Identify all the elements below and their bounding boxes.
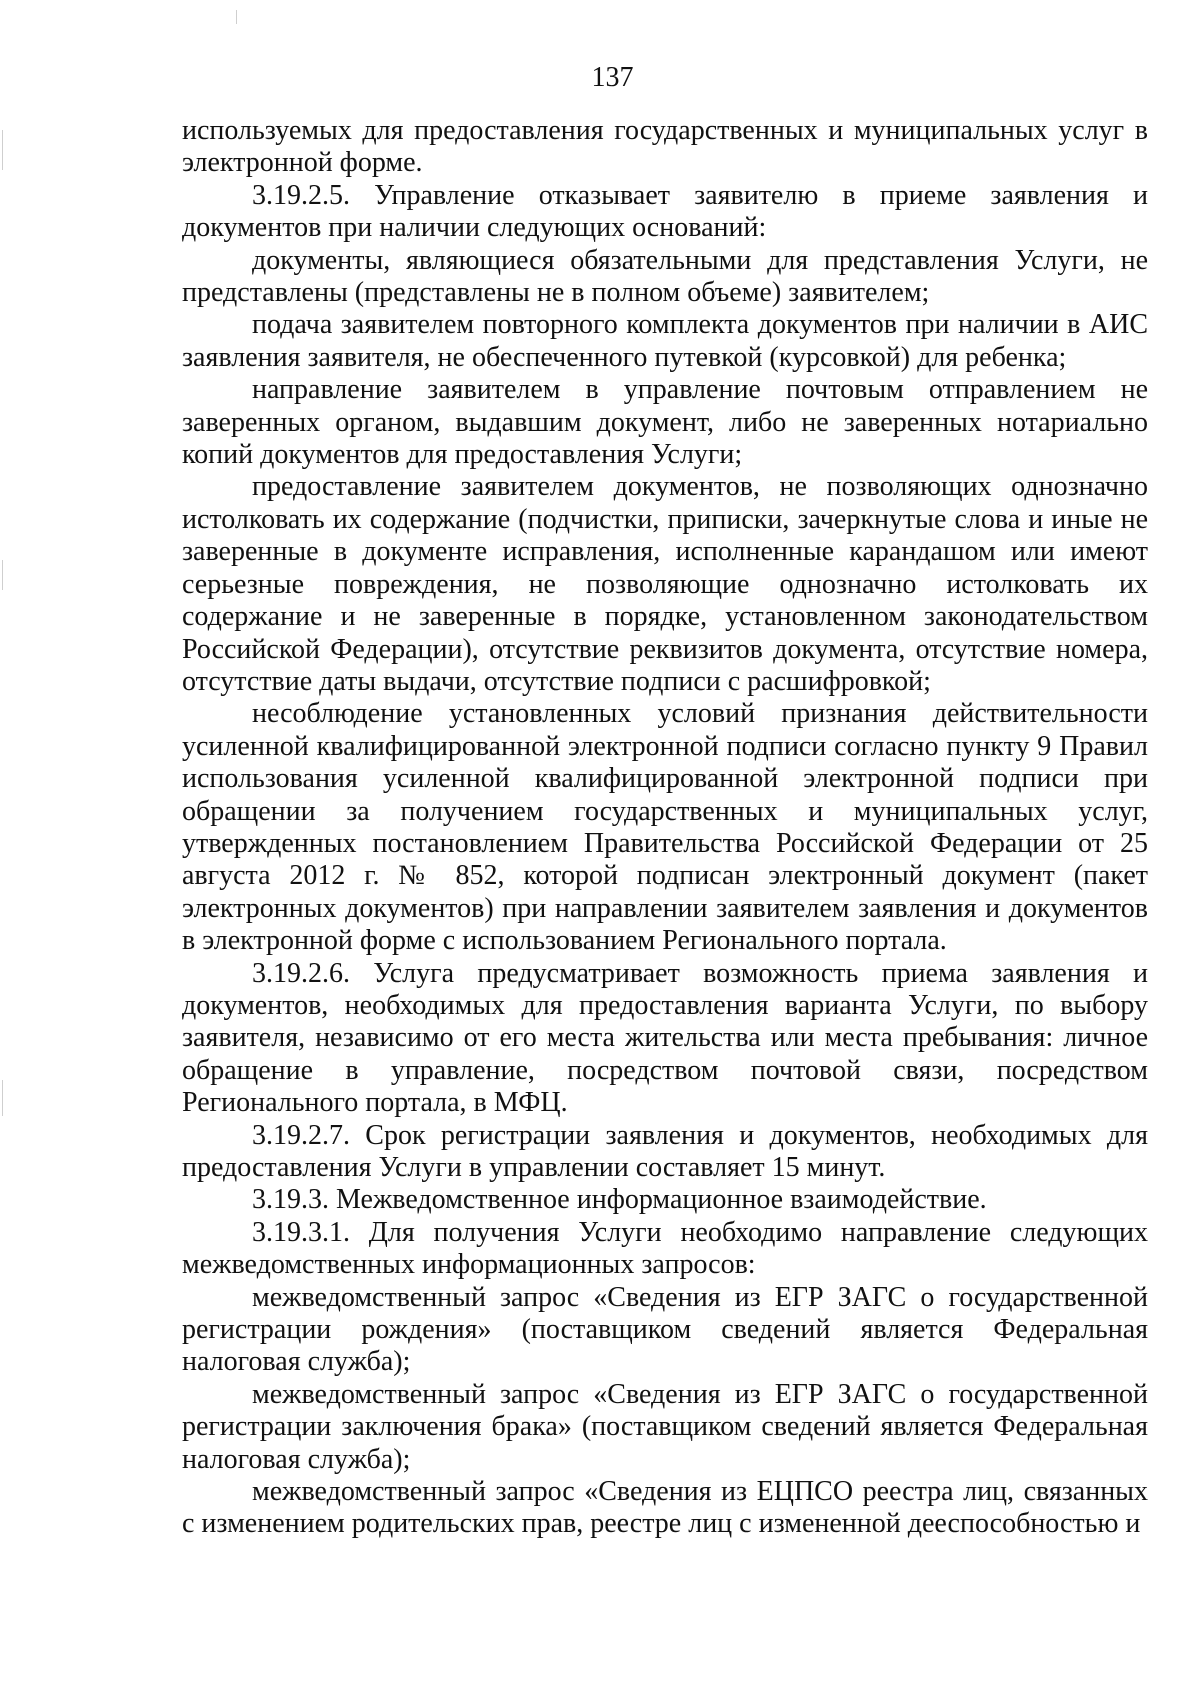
paragraph: 3.19.2.6. Услуга предусматривает возможность приема заявления и документов, необходимых для предоставления варианта Услуги, по выбору заявителя, независимо от его места жительства или места пребывания: личное обращение в управление, посредством почтовой связи, посредством Регионального портала, в МФЦ. (182, 957, 1148, 1119)
scan-mark (2, 130, 3, 170)
document-body (182, 115, 1148, 1541)
paragraph: направление заявителем в управление почтовым отправлением не заверенных органом, выдавшим документ, либо не заверенных нотариально копий документов для предоставления Услуги; (182, 374, 1148, 471)
paragraph: используемых для предоставления государственных и муниципальных услуг в электронной форме. (182, 115, 1148, 179)
paragraph: 3.19.2.7. Срок регистрации заявления и документов, необходимых для предоставления Услуги в управлении составляет 15 минут. (182, 1119, 1148, 1183)
scan-mark (236, 10, 237, 24)
paragraph: межведомственный запрос «Сведения из ЕГР ЗАГС о государственной регистрации заключения брака» (поставщиком сведений является Федеральная налоговая служба); (182, 1378, 1148, 1475)
paragraph: предоставление заявителем документов, не позволяющих однозначно истолковать их содержание (подчистки, приписки, зачеркнутые слова и иные не заверенные в документе исправления, исполненные карандашом или имеют серьезные повреждения, не позволяющие однозначно истолковать их содержание и не заверенные в порядке, установленном законодательством Российской Федерации), отсутствие реквизитов документа, отсутствие номера, отсутствие даты выдачи, отсутствие подписи с расшифровкой; (182, 471, 1148, 697)
paragraph: подача заявителем повторного комплекта документов при наличии в АИС заявления заявителя, не обеспеченного путевкой (курсовкой) для ребенка; (182, 309, 1148, 373)
paragraph: 3.19.2.5. Управление отказывает заявителю в приеме заявления и документов при наличии следующих оснований: (182, 179, 1148, 244)
paragraph: документы, являющиеся обязательными для представления Услуги, не представлены (представлены не в полном объеме) заявителем; (182, 244, 1148, 309)
paragraph: несоблюдение установленных условий признания действительности усиленной квалифицированной электронной подписи согласно пункту 9 Правил использования усиленной квалифицированной электронной подписи при обращении за получением государственных и муниципальных услуг, утвержденных постановлением Правительства Российской Федерации от 25 августа 2012 г. № 852, которой подписан электронный документ (пакет электронных документов) при направлении заявителем заявления и документов в электронной форме с использованием Регионального портала. (182, 698, 1148, 957)
page-number: 137 (591, 62, 634, 93)
paragraph: межведомственный запрос «Сведения из ЕГР ЗАГС о государственной регистрации рождения» (поставщиком сведений является Федеральная налоговая служба); (182, 1281, 1148, 1378)
paragraph: 3.19.3. Межведомственное информационное взаимодействие. (252, 1184, 987, 1216)
scan-mark (2, 560, 3, 590)
paragraph: 3.19.3.1. Для получения Услуги необходимо направление следующих межведомственных информационных запросов: (182, 1216, 1148, 1281)
paragraph: межведомственный запрос «Сведения из ЕЦПСО реестра лиц, связанных с изменением родительских прав, реестре лиц с измененной дееспособностью и (182, 1476, 1148, 1540)
scan-mark (2, 1080, 3, 1116)
